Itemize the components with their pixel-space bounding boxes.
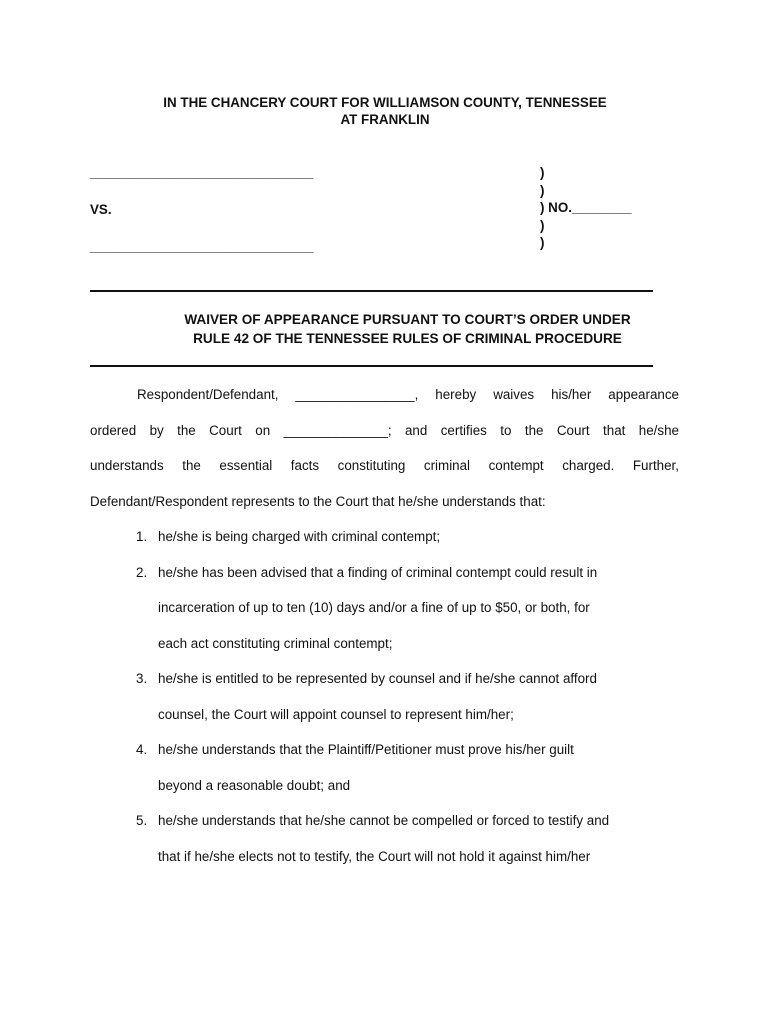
list-item-5 (136, 811, 696, 847)
list-number: 4. (136, 742, 148, 757)
bracket-line: ) (540, 217, 545, 233)
paragraph-line: understands the essential facts constituting criminal contempt charged. Further, (90, 458, 679, 473)
list-number: 2. (136, 564, 148, 580)
document-title (90, 310, 725, 348)
list-number: 5. (136, 813, 148, 828)
court-heading (0, 94, 770, 128)
list-item-4 (136, 740, 696, 776)
bracket-line: ) (540, 182, 545, 198)
versus-label: VS. (90, 202, 112, 217)
paragraph-line: ordered by the Court on ______________; and certifies to the Court that he/she (90, 422, 679, 438)
court-heading-line-2: AT FRANKLIN (340, 112, 430, 127)
list-item-1 (136, 527, 696, 563)
case-caption-parties (90, 164, 390, 255)
document-title-line-2: RULE 42 OF THE TENNESSEE RULES OF CRIMINAL PROCEDURE (193, 331, 622, 346)
paragraph-line: Respondent/Defendant, ________________, hereby waives his/her appearance (137, 387, 679, 402)
list-item-4-continued (136, 776, 696, 812)
plaintiff-blank: ______________________________ (90, 165, 314, 180)
document-title-line-1: WAIVER OF APPEARANCE PURSUANT TO COURT’S ORDER UNDER (184, 312, 631, 327)
list-item-text: he/she has been advised that a finding of criminal contempt could result in (158, 564, 598, 580)
list-item-2 (136, 563, 696, 599)
list-item-text: he/she is being charged with criminal contempt; (158, 529, 441, 544)
list-item-3-continued (136, 705, 696, 741)
defendant-blank: ______________________________ (90, 239, 314, 254)
list-item-text: beyond a reasonable doubt; and (158, 777, 351, 793)
list-item-2-continued (136, 598, 696, 634)
list-item-text: each act constituting criminal contempt; (158, 635, 393, 651)
list-item-text: counsel, the Court will appoint counsel to represent him/her; (158, 706, 514, 722)
waiver-paragraph (90, 385, 679, 527)
list-number: 3. (136, 671, 148, 686)
bracket-line: ) (540, 235, 545, 250)
paragraph-line: Defendant/Respondent represents to the Court that he/she understands that: (90, 493, 546, 509)
list-item-5-continued (136, 847, 696, 883)
list-number: 1. (136, 529, 148, 544)
title-rule-top (90, 290, 653, 292)
list-item-text: he/she is entitled to be represented by counsel and if he/she cannot afford (158, 671, 597, 686)
title-rule-bottom (90, 365, 653, 367)
list-item-text: incarceration of up to ten (10) days and/or a fine of up to $50, or both, for (158, 600, 590, 615)
list-item-3 (136, 669, 696, 705)
case-number-bracket (540, 164, 632, 252)
bracket-line: ) (540, 165, 545, 180)
court-heading-line-1: IN THE CHANCERY COURT FOR WILLIAMSON COUNTY, TENNESSEE (163, 95, 607, 110)
list-item-2-continued (136, 634, 696, 670)
acknowledgment-list (136, 527, 696, 882)
case-number-blank: ) NO.________ (540, 200, 632, 215)
list-item-text: he/she understands that he/she cannot be compelled or forced to testify and (158, 813, 610, 828)
list-item-text: that if he/she elects not to testify, the Court will not hold it against him/her (158, 848, 591, 864)
list-item-text: he/she understands that the Plaintiff/Petitioner must prove his/her guilt (158, 742, 574, 757)
